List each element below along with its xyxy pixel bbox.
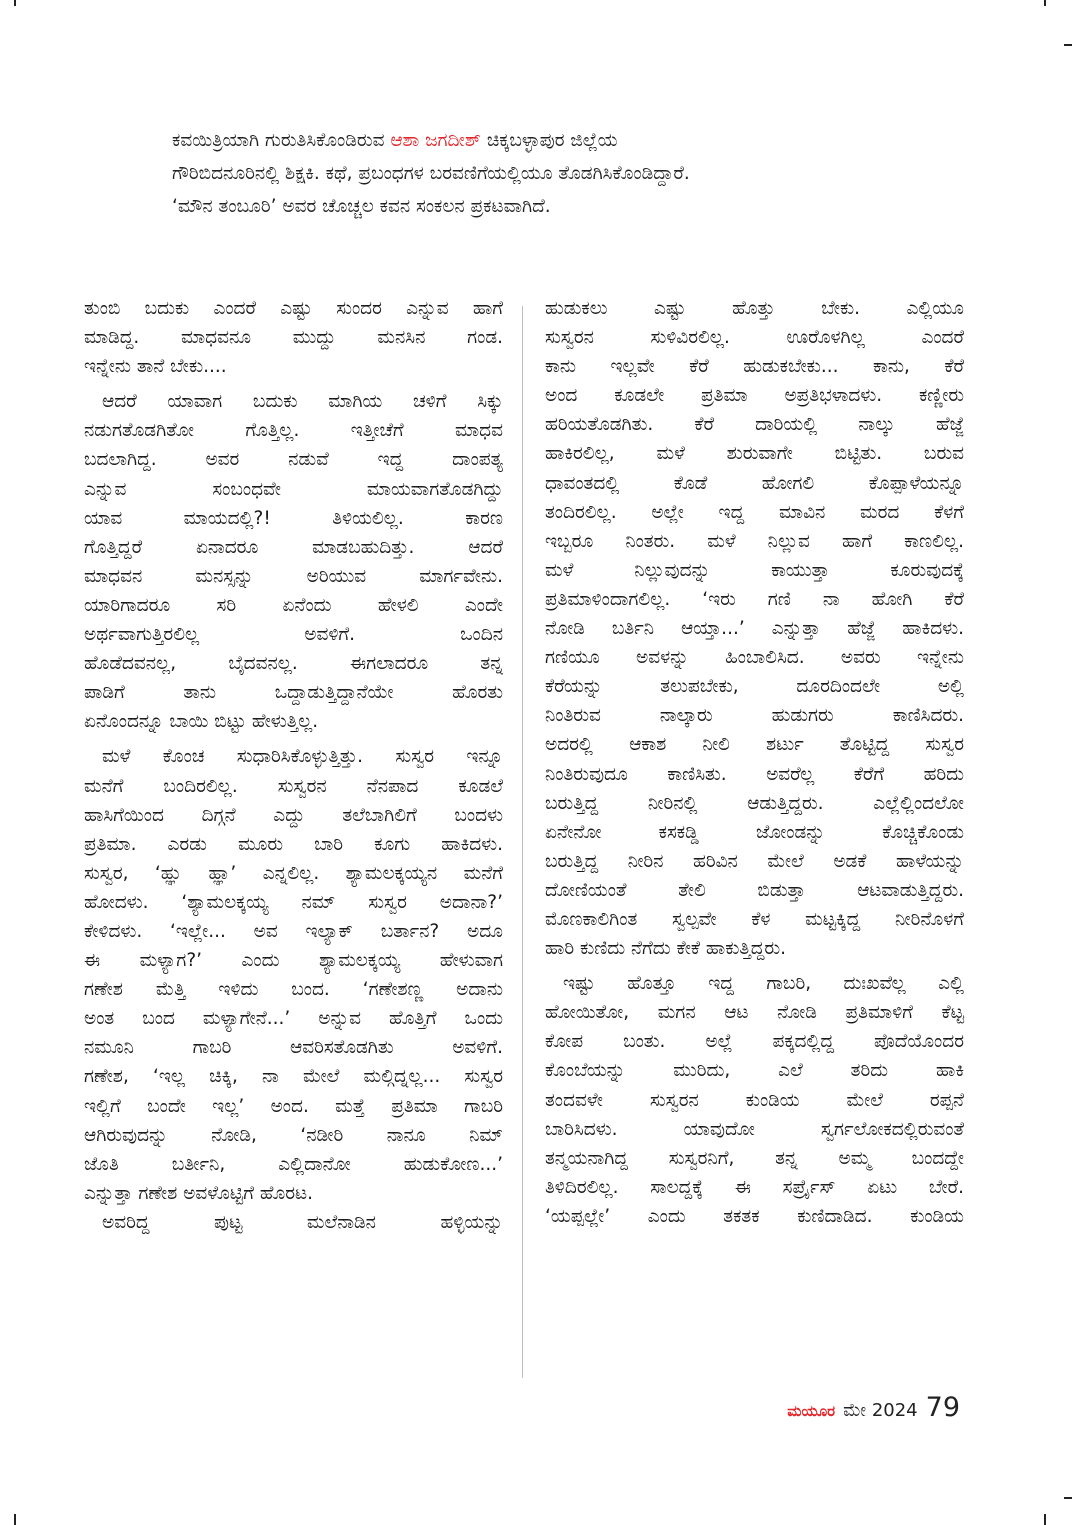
text-line: ಹೋದಳು. ‘ಶ್ಯಾಮಲಕ್ಕಯ್ಯ ನಮ್ ಸುಸ್ವರ ಅದಾನಾ?’ (84, 891, 503, 913)
text-line: ಅದರಲ್ಲಿ ಆಕಾಶ ನೀಲಿ ಶರ್ಟು ತೊಟ್ಟಿದ್ದ ಸುಸ್ವರ (545, 734, 964, 756)
text-line: ಕೆರೆಯನ್ನು ತಲುಪಬೇಕು, ದೂರದಿಂದಲೇ ಅಲ್ಲಿ (545, 676, 964, 698)
text-line: ಗಣಿಯೂ ಅವಳನ್ನು ಹಿಂಬಾಲಿಸಿದ. ಅವರು ಇನ್ನೇನು (545, 647, 964, 669)
text-line: ನೋಡಿ ಬರ್ತಿನಿ ಆಯ್ತಾ...’ ಎನ್ನುತ್ತಾ ಹೆಜ್ಜೆ ಹಾಕಿದಳು. (545, 618, 964, 640)
magazine-logo: ಮಯೂರ (787, 1402, 836, 1420)
text-line: ಕೋಪ ಬಂತು. ಅಲ್ಲೆ ಪಕ್ಕದಲ್ಲಿದ್ದ ಪೊದೆಯೊಂದರ (545, 1031, 964, 1053)
text-line: ಯಾವ ಮಾಯದಲ್ಲಿ?! ತಿಳಿಯಲಿಲ್ಲ. ಕಾರಣ (84, 507, 503, 529)
text-line: ಎನ್ನುತ್ತಾ ಗಣೇಶ ಅವಳೊಟ್ಟಿಗೆ ಹೊರಟ. (84, 1182, 313, 1204)
crop-mark (1044, 1514, 1046, 1525)
text-line: ತನ್ಮಯನಾಗಿದ್ದ ಸುಸ್ವರನಿಗೆ, ತನ್ನ ಅಮ್ಮ ಬಂದದ್ದೇ (545, 1147, 964, 1169)
intro-line (172, 124, 892, 157)
text-line: ಏನೊಂದನ್ನೂ ಬಾಯಿ ಬಿಟ್ಟು ಹೇಳುತ್ತಿಲ್ಲ. (84, 711, 319, 733)
text-line: ಮಾಡಿದ್ದ. ಮಾಧವನೂ ಮುದ್ದು ಮನಸಿನ ಗಂಡ. (84, 327, 503, 349)
text-line: ಅಂದ ಕೂಡಲೇ ಪ್ರತಿಮಾ ಅಪ್ರತಿಭಳಾದಳು. ಕಣ್ಣೀರು (545, 385, 964, 407)
text-line: ತಿಳಿದಿರಲಿಲ್ಲ. ಸಾಲದ್ದಕ್ಕೆ ಈ ಸರ್ಪ್ರೈಸ್ ಏಟು ಬೇರೆ. (545, 1176, 964, 1198)
text-line: ಇಬ್ಬರೂ ನಿಂತರು. ಮಳೆ ನಿಲ್ಲುವ ಹಾಗೆ ಕಾಣಲಿಲ್ಲ. (545, 530, 964, 552)
text-line: ತಂದವಳೇ ಸುಸ್ವರನ ಕುಂಡಿಯ ಮೇಲೆ ರಪ್ಪನೆ (545, 1089, 964, 1111)
text-line: ಹಾರಿ ಕುಣಿದು ನೆಗೆದು ಕೇಕೆ ಹಾಕುತ್ತಿದ್ದರು. (545, 938, 786, 960)
text-line: ತಂದಿರಲಿಲ್ಲ. ಅಲ್ಲೇ ಇದ್ದ ಮಾವಿನ ಮರದ ಕೆಳಗೆ (545, 501, 964, 523)
intro-text: ಕವಯಿತ್ರಿಯಾಗಿ ಗುರುತಿಸಿಕೊಂಡಿರುವ (172, 130, 385, 151)
text-line: ನಮೂನಿ ಗಾಬರಿ ಆವರಿಸತೊಡಗಿತು ಅವಳಿಗೆ. (84, 1037, 503, 1059)
author-intro (172, 124, 892, 223)
intro-line: ಗೌರಿಬಿದನೂರಿನಲ್ಲಿ ಶಿಕ್ಷಕಿ. ಕಥೆ, ಪ್ರಬಂಧಗಳ ಬರವಣಿಗೆಯಲ್ಲಿಯೂ ತೊಡಗಿಸಿಕೊಂಡಿದ್ದಾರೆ. (172, 163, 690, 184)
text-line: ಯಾರಿಗಾದರೂ ಸರಿ ಏನೆಂದು ಹೇಳಲಿ ಎಂದೇ (84, 594, 503, 616)
column-divider (522, 306, 523, 1378)
text-line: ಇಷ್ಟು ಹೊತ್ತೂ ಇದ್ದ ಗಾಬರಿ, ದುಃಖವೆಲ್ಲ ಎಲ್ಲಿ (563, 973, 964, 995)
text-line: ನಿಂತಿರುವುದೂ ಕಾಣಿಸಿತು. ಅವರೆಲ್ಲ ಕೆರೆಗೆ ಹರಿದು (545, 763, 964, 785)
right-column (545, 294, 964, 1231)
text-line: ಗಣೇಶ, ‘ಇಲ್ಲ ಚಿಕ್ಕಿ, ನಾ ಮೇಲೆ ಮಲ್ಗಿದ್ನಲ್ಲ... ಸುಸ್ವರ (84, 1066, 503, 1088)
left-column (84, 294, 503, 1237)
crop-mark (14, 0, 16, 6)
text-line: ಹೊಡೆದವನಲ್ಲ, ಬೈದವನಲ್ಲ. ಈಗಲಾದರೂ ತನ್ನ (84, 653, 503, 675)
page-number: 79 (925, 1392, 960, 1423)
text-line: ದೋಣಿಯಂತೆ ತೇಲಿ ಬಿಡುತ್ತಾ ಆಟವಾಡುತ್ತಿದ್ದರು. (545, 879, 964, 901)
text-line: ಧಾವಂತದಲ್ಲಿ ಕೊಡೆ ಹೋಗಲಿ ಕೊಪ್ಪಾಳೆಯನ್ನೂ (545, 472, 964, 494)
text-line: ಇನ್ನೇನು ತಾನೆ ಬೇಕು.... (84, 356, 227, 378)
text-line: ಈ ಮಳ್ಯಾಗ?’ ಎಂದು ಶ್ಯಾಮಲಕ್ಕಯ್ಯ ಹೇಳುವಾಗ (84, 950, 503, 972)
text-line: ತುಂಬಿ ಬದುಕು ಎಂದರೆ ಎಷ್ಟು ಸುಂದರ ಎನ್ನುವ ಹಾಗೆ (84, 298, 503, 319)
text-line: ಹರಿಯತೊಡಗಿತು. ಕೆರೆ ದಾರಿಯಲ್ಲಿ ನಾಲ್ಕು ಹೆಜ್ಜೆ (545, 414, 964, 436)
text-line: ಹೋಯಿತೋ, ಮಗನ ಆಟ ನೋಡಿ ಪ್ರತಿಮಾಳಿಗೆ ಕೆಟ್ಟ (545, 1002, 964, 1024)
text-line: ಹಾಕಿರಲಿಲ್ಲ, ಮಳೆ ಶುರುವಾಗೇ ಬಿಟ್ಟಿತು. ಬರುವ (545, 443, 964, 465)
text-line: ಅರ್ಥವಾಗುತ್ತಿರಲಿಲ್ಲ ಅವಳಿಗೆ. ಒಂದಿನ (84, 624, 503, 646)
text-line: ಮಳೆ ಕೊಂಚ ಸುಧಾರಿಸಿಕೊಳ್ಳುತ್ತಿತ್ತು. ಸುಸ್ವರ ಇನ್ನೂ (102, 746, 503, 768)
text-line: ಬಾರಿಸಿದಳು. ಯಾವುದೋ ಸ್ವರ್ಗಲೋಕದಲ್ಲಿರುವಂತೆ (545, 1118, 964, 1140)
text-line: ಮೊಣಕಾಲಿಗಿಂತ ಸ್ವಲ್ಪವೇ ಕೆಳ ಮಟ್ಟಕ್ಕಿದ್ದ ನೀರಿನೊಳಗೆ (545, 908, 964, 930)
crop-mark (1044, 0, 1046, 6)
text-line: ಇಲ್ಲಿಗೆ ಬಂದೇ ಇಲ್ಲ’ ಅಂದ. ಮತ್ತೆ ಪ್ರತಿಮಾ ಗಾಬರಿ (84, 1095, 503, 1117)
text-line: ಜೊತಿ ಬರ್ತೀನಿ, ಎಲ್ಲಿದಾನೋ ಹುಡುಕೋಣ...’ (84, 1153, 503, 1175)
text-line: ಮಾಧವನ ಮನಸ್ಸನ್ನು ಅರಿಯುವ ಮಾರ್ಗವೇನು. (84, 565, 503, 587)
text-line: ಬರುತ್ತಿದ್ದ ನೀರಿನಲ್ಲಿ ಆಡುತ್ತಿದ್ದರು. ಎಲ್ಲೆಲ್ಲಿಂದಲೋ (545, 792, 964, 814)
text-line: ಪ್ರತಿಮಾಳಿಂದಾಗಲಿಲ್ಲ. ‘ಇರು ಗಣಿ ನಾ ಹೋಗಿ ಕೆರೆ (545, 588, 964, 610)
crop-mark (1064, 1497, 1072, 1499)
text-line: ಹುಡುಕಲು ಎಷ್ಟು ಹೊತ್ತು ಬೇಕು. ಎಲ್ಲಿಯೂ (545, 298, 964, 319)
text-line: ಗೊತ್ತಿದ್ದರೆ ಏನಾದರೂ ಮಾಡಬಹುದಿತ್ತು. ಆದರೆ (84, 536, 503, 558)
text-line: ಮನೆಗೆ ಬಂದಿರಲಿಲ್ಲ. ಸುಸ್ವರನ ನೆನಪಾದ ಕೂಡಲೆ (84, 775, 503, 797)
text-line: ಪ್ರತಿಮಾ. ಎರಡು ಮೂರು ಬಾರಿ ಕೂಗು ಹಾಕಿದಳು. (84, 833, 503, 855)
page-footer (787, 1392, 960, 1423)
crop-mark (14, 1514, 16, 1525)
text-line: ಬರುತ್ತಿದ್ದ ನೀರಿನ ಹರಿವಿನ ಮೇಲೆ ಅಡಕೆ ಹಾಳೆಯನ್ನು (545, 850, 964, 872)
text-line: ಅಂತ ಬಂದ ಮಳ್ಯಾಗೇನೆ...’ ಅನ್ನುವ ಹೊತ್ತಿಗೆ ಒಂದು (84, 1008, 503, 1030)
text-line: ಸುಸ್ವರನ ಸುಳಿವಿರಲಿಲ್ಲ. ಊರೊಳಗಿಲ್ಲ ಎಂದರೆ (545, 327, 964, 349)
text-line: ಕೇಳಿದಳು. ‘ಇಲ್ಲೇ... ಅವ ಇಲ್ಯಾಕ್ ಬರ್ತಾನ? ಅದೂ (84, 920, 503, 942)
text-line: ಆದರೆ ಯಾವಾಗ ಬದುಕು ಮಾಗಿಯ ಚಳಿಗೆ ಸಿಕ್ಕು (102, 391, 503, 413)
text-line: ಏನೇನೋ ಕಸಕಡ್ಡಿ ಜೋಂಡನ್ನು ಕೊಚ್ಚಿಕೊಂಡು (545, 821, 964, 843)
text-line: ಹಾಸಿಗೆಯಿಂದ ದಿಗ್ಗನೆ ಎದ್ದು ತಲೆಬಾಗಿಲಿಗೆ ಬಂದಳು (84, 804, 503, 826)
text-line: ಪಾಡಿಗೆ ತಾನು ಒದ್ದಾಡುತ್ತಿದ್ದಾನೆಯೇ ಹೊರತು (84, 682, 503, 704)
text-line: ನಡುಗತೊಡಗಿತೋ ಗೊತ್ತಿಲ್ಲ. ಇತ್ತೀಚೆಗೆ ಮಾಧವ (84, 420, 503, 442)
text-line: ಎನ್ನುವ ಸಂಬಂಧವೇ ಮಾಯವಾಗತೊಡಗಿದ್ದು (84, 478, 503, 500)
issue-date: ಮೇ 2024 (843, 1400, 918, 1421)
text-line: ಮಳೆ ನಿಲ್ಲುವುದನ್ನು ಕಾಯುತ್ತಾ ಕೂರುವುದಕ್ಕೆ (545, 559, 964, 581)
text-line: ಬದಲಾಗಿದ್ದ. ಅವರ ನಡುವೆ ಇದ್ದ ದಾಂಪತ್ಯ (84, 449, 503, 471)
text-line: ನಿಂತಿರುವ ನಾಲ್ಕಾರು ಹುಡುಗರು ಕಾಣಿಸಿದರು. (545, 705, 964, 727)
text-line: ಗಣೇಶ ಮೆತ್ತಿ ಇಳಿದು ಬಂದ. ‘ಗಣೇಶಣ್ಣ ಅದಾನು (84, 979, 503, 1001)
text-line: ಅವರಿದ್ದ ಪುಟ್ಟ ಮಲೆನಾಡಿನ ಹಳ್ಳಿಯನ್ನು (102, 1211, 503, 1233)
text-line: ‘ಯಪ್ಪಲ್ಲೇ’ ಎಂದು ತಕತಕ ಕುಣಿದಾಡಿದ. ಕುಂಡಿಯ (545, 1205, 964, 1227)
text-line: ಆಗಿರುವುದನ್ನು ನೋಡಿ, ‘ನಡೀರಿ ನಾನೂ ನಿಮ್ (84, 1124, 503, 1146)
intro-line: ‘ಮೌನ ತಂಬೂರಿ’ ಅವರ ಚೊಚ್ಚಲ ಕವನ ಸಂಕಲನ ಪ್ರಕಟವಾಗಿದೆ. (172, 196, 551, 217)
text-line: ಕೊಂಬೆಯನ್ನು ಮುರಿದು, ಎಲೆ ತರಿದು ಹಾಕಿ (545, 1060, 964, 1082)
text-line: ಸುಸ್ವರ, ‘ಹ್ಞು ಹ್ಞಾ’ ಎನ್ನಲಿಲ್ಲ. ಶ್ಯಾಮಲಕ್ಕಯ್ಯನ ಮನೆಗೆ (84, 862, 503, 884)
author-name: ಆಶಾ ಜಗದೀಶ್ (390, 130, 481, 151)
intro-text: ಚಿಕ್ಕಬಳ್ಳಾಪುರ ಜಿಲ್ಲೆಯ (486, 130, 618, 151)
crop-mark (1064, 44, 1072, 46)
text-line: ಕಾನು ಇಲ್ಲವೇ ಕೆರೆ ಹುಡುಕಬೇಕು... ಕಾನು, ಕೆರೆ (545, 356, 964, 378)
